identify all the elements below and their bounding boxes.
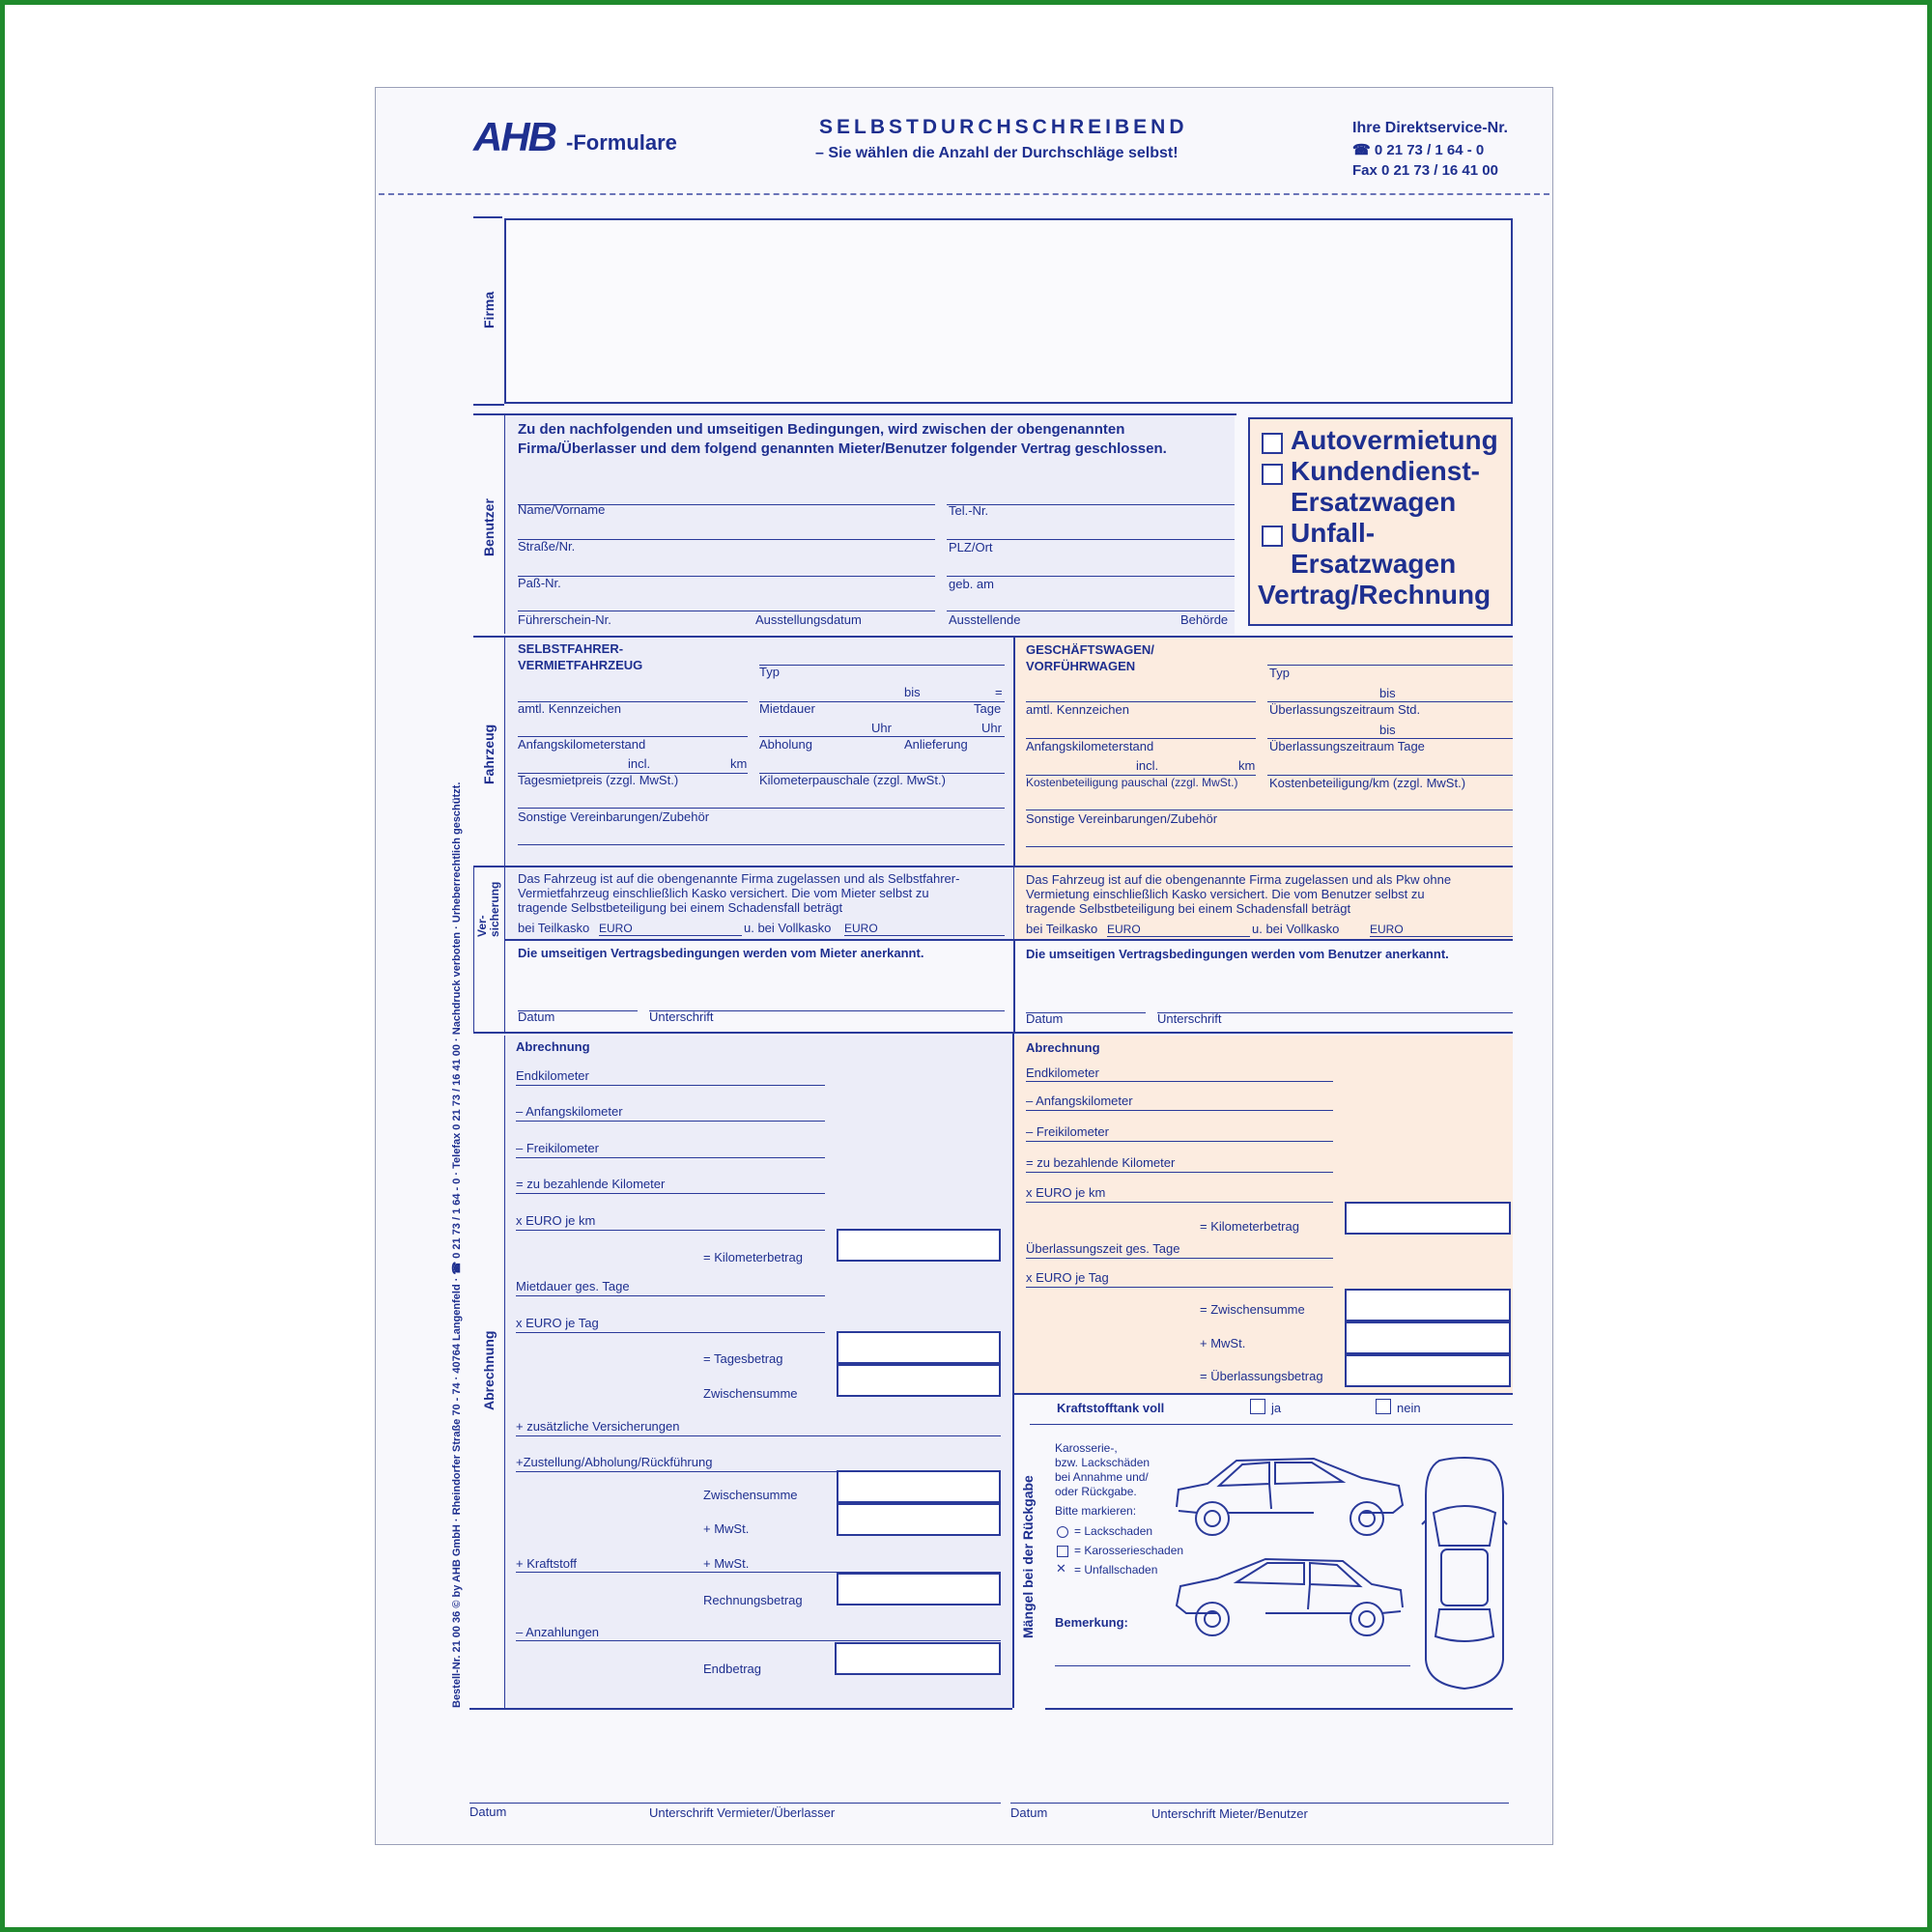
vehicle-mid-divider	[1013, 638, 1015, 1032]
checkbox-autovermietung[interactable]	[1262, 433, 1283, 454]
field-rule	[1026, 1141, 1333, 1142]
field-rule	[516, 1085, 825, 1086]
accept-left-unterschrift: Unterschrift	[649, 1009, 714, 1024]
right-kennzeichen: amtl. Kennzeichen	[1026, 702, 1129, 717]
left-kmpauschale: Kilometerpauschale (zzgl. MwSt.)	[759, 773, 946, 787]
label-name: Name/Vorname	[518, 502, 606, 517]
abr-left-zubez: = zu bezahlende Kilometer	[516, 1177, 666, 1191]
side-order-text: Bestell-Nr. 21 00 36 © by AHB GmbH · Rheindorfer Straße 70 - 74 · 40764 Langenfeld · ☎ 0 21 73 / 1 64 - 0 · Telefax 0 21 73 / 16 41 00 · Nachdruck verboten · Urheberrechtlich geschützt.	[451, 781, 463, 1708]
right-kostenkm: Kostenbeteiligung/km (zzgl. MwSt.)	[1269, 776, 1466, 790]
maengel-bottom	[1045, 1708, 1513, 1710]
right-typ: Typ	[1269, 666, 1290, 680]
right-bis-2: bis	[1379, 723, 1396, 737]
accept-left: Die umseitigen Vertragsbedingungen werden vom Mieter anerkannt.	[518, 946, 924, 960]
intro-line-1: Zu den nachfolgenden und umseitigen Bedingungen, wird zwischen der obengenannten	[518, 421, 1125, 438]
left-incl: incl.	[628, 756, 651, 771]
rechnungsbetrag-box[interactable]	[837, 1573, 1001, 1605]
field-rule	[844, 935, 1005, 936]
section-abrechnung: Abrechnung	[481, 1330, 497, 1410]
left-kennzeichen: amtl. Kennzeichen	[518, 701, 621, 716]
tank-ja: ja	[1271, 1401, 1282, 1415]
section-firma: Firma	[481, 291, 497, 328]
accept-top	[504, 939, 1513, 941]
left-km: km	[730, 756, 748, 771]
square-marker-icon	[1057, 1546, 1068, 1557]
ins-left-l1: Das Fahrzeug ist auf die obengenannte Firma zugelassen und als Selbstfahrer-	[518, 871, 960, 886]
field-rule	[516, 1230, 825, 1231]
service-fax: Fax 0 21 73 / 16 41 00	[1352, 162, 1498, 179]
label-kundendienst: Kundendienst-	[1291, 456, 1480, 486]
label-strasse: Straße/Nr.	[518, 539, 576, 554]
abr-left-kraftstoff: + Kraftstoff	[516, 1556, 577, 1571]
abr-right-zwischensumme: = Zwischensumme	[1200, 1302, 1305, 1317]
abr-mid-divider	[1012, 1032, 1014, 1708]
accept-right-unterschrift: Unterschrift	[1157, 1011, 1222, 1026]
accept-right-datum: Datum	[1026, 1011, 1064, 1026]
cross-marker-icon: ✕	[1056, 1561, 1066, 1576]
field-rule	[516, 1193, 825, 1194]
car-side-view-right-icon[interactable]	[1169, 1549, 1410, 1646]
left-uhr-1: Uhr	[871, 721, 892, 735]
firma-box[interactable]	[504, 218, 1513, 404]
field-rule	[518, 539, 935, 540]
field-rule	[947, 504, 1235, 505]
section-maengel: Mängel bei der Rückgabe	[1020, 1475, 1036, 1638]
abr-left-mwst2: + MwSt.	[703, 1556, 750, 1571]
field-rule	[516, 1295, 825, 1296]
footer-vermieter: Unterschrift Vermieter/Überlasser	[649, 1805, 836, 1820]
right-anfangskm: Anfangskilometerstand	[1026, 739, 1154, 753]
field-rule	[516, 1435, 1001, 1436]
checkbox-kundendienst[interactable]	[1262, 464, 1283, 485]
ins-right-euro-1: EURO	[1107, 923, 1141, 936]
field-rule	[516, 1157, 825, 1158]
right-heading-2: VORFÜHRWAGEN	[1026, 659, 1136, 673]
abr-left-title: Abrechnung	[516, 1039, 590, 1054]
left-mietdauer: Mietdauer	[759, 701, 815, 716]
abr-left-eurokm: x EURO je km	[516, 1213, 596, 1228]
left-typ: Typ	[759, 665, 780, 679]
abr-right-eurokm: x EURO je km	[1026, 1185, 1106, 1200]
left-heading-2: VERMIETFAHRZEUG	[518, 658, 643, 672]
abr-right-kmbetrag: = Kilometerbetrag	[1200, 1219, 1299, 1234]
left-anlieferung: Anlieferung	[904, 737, 968, 752]
right-km: km	[1238, 758, 1256, 773]
abr-left-freikm: – Freikilometer	[516, 1141, 599, 1155]
abr-left-mietdauer: Mietdauer ges. Tage	[516, 1279, 630, 1293]
footer-mieter: Unterschrift Mieter/Benutzer	[1151, 1806, 1308, 1821]
footer-rule-right	[1010, 1803, 1509, 1804]
field-rule	[599, 935, 742, 936]
label-ausstellende: Ausstellende	[949, 612, 1021, 627]
abr-left-rechnungsbetrag: Rechnungsbetrag	[703, 1593, 803, 1607]
field-rule	[1026, 1172, 1333, 1173]
vehicle-left-edge	[504, 638, 505, 866]
footer-datum-2: Datum	[1010, 1805, 1048, 1820]
abr-left-tagesbetrag: = Tagesbetrag	[703, 1351, 783, 1366]
abr-right-zubez: = zu bezahlende Kilometer	[1026, 1155, 1176, 1170]
abr-right-title: Abrechnung	[1026, 1040, 1100, 1055]
field-rule	[516, 1332, 825, 1333]
tank-nein: nein	[1397, 1401, 1421, 1415]
label-vertrag: Vertrag/Rechnung	[1258, 580, 1492, 610]
tagesbetrag-box[interactable]	[837, 1331, 1001, 1364]
field-rule	[1370, 936, 1513, 937]
right-zeitraum-std: Überlassungszeitraum Std.	[1269, 702, 1421, 717]
right-ueberlassungsbetrag-box[interactable]	[1345, 1354, 1511, 1387]
left-sonstige: Sonstige Vereinbarungen/Zubehör	[518, 810, 710, 824]
right-sonstige: Sonstige Vereinbarungen/Zubehör	[1026, 811, 1218, 826]
left-abholung: Abholung	[759, 737, 812, 752]
benutzer-left-edge	[504, 415, 505, 634]
label-behoerde: Behörde	[1180, 612, 1229, 627]
left-heading-1: SELBSTFAHRER-	[518, 641, 624, 656]
kmbetrag-box[interactable]	[837, 1229, 1001, 1262]
label-unfall-2: Ersatzwagen	[1291, 549, 1457, 579]
left-tage: Tage	[974, 701, 1002, 716]
ins-left-euro-2: EURO	[844, 922, 878, 935]
abr-right-freikm: – Freikilometer	[1026, 1124, 1109, 1139]
label-geb: geb. am	[949, 577, 994, 591]
abr-left-mwst1: + MwSt.	[703, 1521, 750, 1536]
abr-left-bottom	[469, 1708, 1012, 1710]
legend-lack: = Lackschaden	[1074, 1524, 1153, 1538]
intro-line-2: Firma/Überlasser und dem folgend genannten Mieter/Benutzer folgender Vertrag geschlossen.	[518, 440, 1167, 457]
label-kundendienst-2: Ersatzwagen	[1291, 487, 1457, 517]
footer-datum-1: Datum	[469, 1804, 507, 1819]
left-bis: bis	[904, 685, 921, 699]
label-ausstellungsdatum: Ausstellungsdatum	[755, 612, 862, 627]
field-rule	[1026, 1258, 1333, 1259]
right-mwst-box[interactable]	[1345, 1321, 1511, 1354]
label-fuehrerschein: Führerschein-Nr.	[518, 612, 611, 627]
bemerkung-label: Bemerkung:	[1055, 1615, 1128, 1630]
insurance-outer-edge	[473, 867, 474, 1032]
right-bis-1: bis	[1379, 686, 1396, 700]
checkbox-tank-nein[interactable]	[1376, 1399, 1391, 1414]
left-tagesmietpreis: Tagesmietpreis (zzgl. MwSt.)	[518, 773, 679, 787]
right-heading-1: GESCHÄFTSWAGEN/	[1026, 642, 1154, 657]
zwischensumme1-box[interactable]	[837, 1364, 1001, 1397]
right-kostenpauschal: Kostenbeteiligung pauschal (zzgl. MwSt.)	[1026, 776, 1238, 789]
left-anfangskm: Anfangskilometerstand	[518, 737, 646, 752]
field-rule	[518, 808, 1005, 809]
right-kmbetrag-box[interactable]	[1345, 1202, 1511, 1235]
k-line-1: Karosserie-,	[1055, 1441, 1118, 1455]
bemerkung-rule	[1055, 1665, 1410, 1666]
abr-left-endkm: Endkilometer	[516, 1068, 589, 1083]
ins-right-l2: Vermietung einschließlich Kasko versichert. Die vom Benutzer selbst zu	[1026, 887, 1425, 901]
car-side-view-left-icon[interactable]	[1169, 1449, 1410, 1546]
field-rule	[759, 665, 1005, 666]
left-uhr-2: Uhr	[981, 721, 1002, 735]
right-zwischensumme-box[interactable]	[1345, 1289, 1511, 1321]
abr-left-kmbetrag: = Kilometerbetrag	[703, 1250, 803, 1264]
insurance-left-edge	[504, 867, 505, 1032]
label-unfall: Unfall-	[1291, 518, 1376, 548]
k-line-4: oder Rückgabe.	[1055, 1485, 1137, 1498]
ins-right-l1: Das Fahrzeug ist auf die obengenannte Firma zugelassen und als Pkw ohne	[1026, 872, 1452, 887]
k-line-3: bei Annahme und/	[1055, 1470, 1149, 1484]
firma-top-rule	[473, 216, 502, 218]
abr-right-ueberlassungsbetrag: = Überlassungsbetrag	[1200, 1369, 1323, 1383]
ins-right-teil: bei Teilkasko	[1026, 922, 1098, 936]
field-rule	[1026, 1202, 1333, 1203]
label-pass: Paß-Nr.	[518, 576, 561, 590]
ins-left-teil: bei Teilkasko	[518, 921, 590, 935]
field-rule	[1026, 1110, 1333, 1111]
checkbox-tank-ja[interactable]	[1250, 1399, 1265, 1414]
label-autovermietung: Autovermietung	[1291, 425, 1498, 455]
legend-unfall: = Unfallschaden	[1074, 1563, 1158, 1577]
ins-left-voll: u. bei Vollkasko	[744, 921, 832, 935]
ins-left-l3: tragende Selbstbeteiligung bei einem Schadensfall beträgt	[518, 900, 843, 915]
service-label: Ihre Direktservice-Nr.	[1352, 120, 1508, 136]
perforation-line	[379, 193, 1549, 195]
field-rule	[1267, 665, 1513, 666]
firma-bottom-rule	[473, 404, 504, 406]
right-zeitraum-tage: Überlassungszeitraum Tage	[1269, 739, 1425, 753]
label-tel: Tel.-Nr.	[949, 503, 989, 518]
accept-bottom	[473, 1032, 1513, 1034]
abr-left-zustellung: +Zustellung/Abholung/Rückführung	[516, 1455, 713, 1469]
left-eq: =	[995, 685, 1003, 699]
abr-right-anfangskm: – Anfangskilometer	[1026, 1094, 1133, 1108]
section-versicherung: Ver- sicherung	[475, 881, 501, 937]
field-rule	[1026, 1081, 1333, 1082]
abr-left-zwischensumme1: Zwischensumme	[703, 1386, 798, 1401]
tank-label: Kraftstofftank voll	[1057, 1401, 1165, 1415]
car-top-view-icon[interactable]	[1420, 1457, 1509, 1692]
abr-left-anfangskm: – Anfangskilometer	[516, 1104, 623, 1119]
abr-left-eurotag: x EURO je Tag	[516, 1316, 599, 1330]
section-benutzer: Benutzer	[481, 498, 497, 556]
field-rule	[516, 1640, 1001, 1641]
accept-left-datum: Datum	[518, 1009, 555, 1024]
field-rule	[516, 1471, 837, 1472]
abr-left-anzahlungen: – Anzahlungen	[516, 1625, 600, 1639]
mwst1-box[interactable]	[837, 1503, 1001, 1536]
abr-left-endbetrag: Endbetrag	[703, 1662, 761, 1676]
abr-left-zwischensumme2: Zwischensumme	[703, 1488, 798, 1502]
field-rule	[1107, 936, 1250, 937]
right-incl: incl.	[1136, 758, 1159, 773]
footer-rule-left	[469, 1803, 1001, 1804]
label-plz: PLZ/Ort	[949, 540, 993, 554]
field-rule	[1026, 846, 1513, 847]
ins-left-l2: Vermietfahrzeug einschließlich Kasko versichert. Die vom Mieter selbst zu	[518, 886, 929, 900]
ins-right-l3: tragende Selbstbeteiligung bei einem Schadensfall beträgt	[1026, 901, 1351, 916]
ins-right-euro-2: EURO	[1370, 923, 1404, 936]
k-line-5: Bitte markieren:	[1055, 1504, 1137, 1518]
service-phone: ☎ 0 21 73 / 1 64 - 0	[1352, 142, 1485, 158]
zwischensumme2-box[interactable]	[837, 1470, 1001, 1503]
field-rule	[516, 1121, 825, 1122]
brand-name: -Formulare	[566, 130, 677, 155]
form-subtitle: – Sie wählen die Anzahl der Durchschläge selbst!	[815, 145, 1179, 161]
benutzer-top	[473, 413, 1236, 415]
abr-right-endkm: Endkilometer	[1026, 1065, 1099, 1080]
tank-rule	[1030, 1424, 1513, 1425]
abr-left-edge	[504, 1036, 505, 1708]
checkbox-unfall[interactable]	[1262, 526, 1283, 547]
ins-left-euro-1: EURO	[599, 922, 633, 935]
abr-right-zeit: Überlassungszeit ges. Tage	[1026, 1241, 1180, 1256]
endbetrag-box[interactable]	[835, 1642, 1001, 1675]
field-rule	[518, 844, 1005, 845]
field-rule	[1026, 1287, 1333, 1288]
circle-marker-icon	[1057, 1526, 1068, 1538]
field-rule	[518, 576, 935, 577]
form-title: SELBSTDURCHSCHREIBEND	[819, 116, 1188, 138]
ahb-logo: AHB	[473, 114, 555, 159]
ins-right-voll: u. bei Vollkasko	[1252, 922, 1340, 936]
k-line-2: bzw. Lackschäden	[1055, 1456, 1151, 1469]
abr-right-mwst: + MwSt.	[1200, 1336, 1246, 1350]
right-abr-bottom	[1012, 1393, 1513, 1395]
accept-right: Die umseitigen Vertragsbedingungen werden vom Benutzer anerkannt.	[1026, 947, 1449, 961]
abr-right-eurotag: x EURO je Tag	[1026, 1270, 1109, 1285]
legend-karosserie: = Karosserieschaden	[1074, 1544, 1184, 1557]
abr-left-zusatzvers: + zusätzliche Versicherungen	[516, 1419, 680, 1434]
section-fahrzeug: Fahrzeug	[481, 724, 497, 784]
